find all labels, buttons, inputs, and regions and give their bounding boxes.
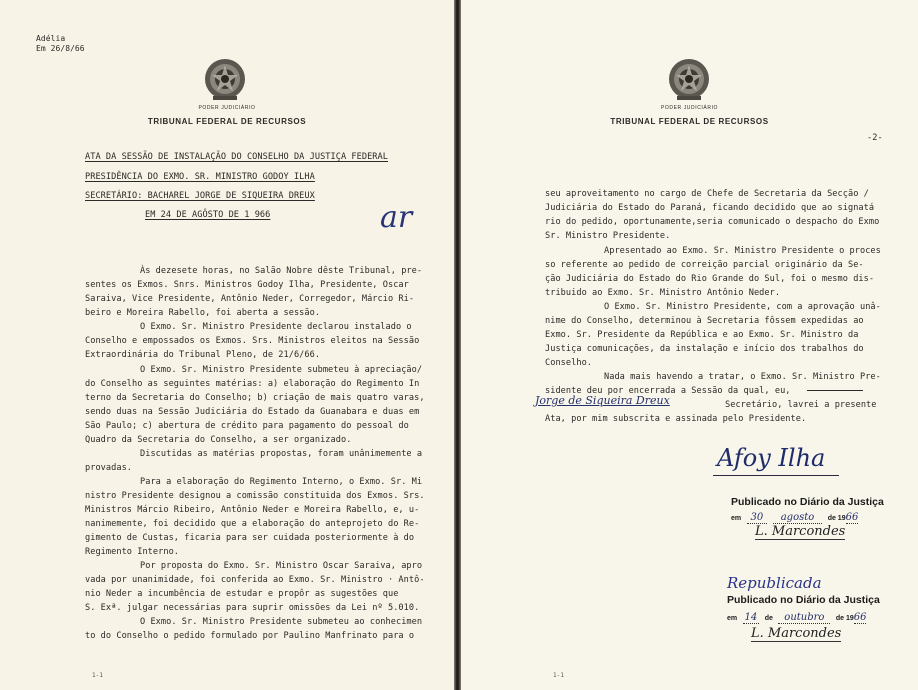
institution-name: TRIBUNAL FEDERAL DE RECURSOS <box>610 117 769 126</box>
body-line: rio do pedido, oportunamente,seria comunicado o despacho do Exmo <box>545 217 880 227</box>
body-line: so referente ao pedido de correição parcial originário da Se- <box>545 260 864 270</box>
body-line: nio Neder a incumbência de estudar e propôr as sugestões que <box>85 589 399 599</box>
heading-line: PRESIDÊNCIA DO EXMO. SR. MINISTRO GODOY ILHA <box>85 172 315 182</box>
body-line: beiro e Moreira Rabello, foi aberta a sessão. <box>85 308 321 318</box>
page-number: -2- <box>867 133 883 143</box>
body-line: Saraiva, Vice Presidente, Antônio Neder, Corregedor, Márcio Ri- <box>85 294 415 304</box>
handwritten-initials: ar <box>380 200 413 235</box>
body-line: terno da Secretaria do Conselho; b) criação de mais quatro varas, <box>85 393 425 403</box>
body-line: Ministros Márcio Ribeiro, Antônio Neder e Moreira Rabello, e, u- <box>85 505 420 515</box>
body-line: sendo duas na Sessão Judiciária do Estado da Guanabara e duas em <box>85 407 420 417</box>
body-line: O Exmo. Sr. Ministro Presidente submeteu ao conhecimen <box>140 617 423 627</box>
heading-line: SECRETÁRIO: BACHAREL JORGE DE SIQUEIRA DREUX <box>85 191 315 201</box>
body-line: Conselho e empossados os Exmos. Srs. Ministros eleitos na Sessão <box>85 336 420 346</box>
heading-line: ATA DA SESSÃO DE INSTALAÇÃO DO CONSELHO DA JUSTIÇA FEDERAL <box>85 152 388 162</box>
body-line: Quadro da Secretaria do Conselho, a ser organizado. <box>85 435 352 445</box>
coat-of-arms-icon <box>203 56 247 102</box>
page-footer: 1-1 <box>553 672 564 679</box>
document-page-right <box>461 0 918 690</box>
secretary-signature: Jorge de Siqueira Dreux <box>535 394 670 407</box>
republished-note: Republicada <box>727 574 822 592</box>
body-line: Judiciária do Estado do Paraná, ficando decidido que ao signatá <box>545 203 875 213</box>
body-line: O Exmo. Sr. Ministro Presidente submeteu à apreciação/ <box>140 365 423 375</box>
body-line: provadas. <box>85 463 133 473</box>
institution-subtitle: PODER JUDICIÁRIO <box>198 105 256 111</box>
body-line: nistro Presidente designou a comissão constituida dos Exmos. Srs. <box>85 491 425 501</box>
body-line: O Exmo. Sr. Ministro Presidente declarou instalado o <box>140 322 412 332</box>
body-line: nime do Conselho, determinou à Secretaria fôssem expedidas ao <box>545 316 864 326</box>
signature-line <box>807 390 863 391</box>
margin-note-line: Em 26/8/66 <box>36 44 85 53</box>
signature-line <box>713 475 839 476</box>
stamp-signature: L. Marcondes <box>755 524 846 539</box>
body-line: Secretário, lavrei a presente <box>725 400 877 410</box>
institution-subtitle: PODER JUDICIÁRIO <box>660 105 719 111</box>
body-line: São Paulo; c) abertura de crédito para pagamento do pessoal do <box>85 421 409 431</box>
body-line: ção Judiciária do Estado do Rio Grande do Sul, foi o mesmo dis- <box>545 274 875 284</box>
heading-line: EM 24 DE AGÔSTO DE 1 966 <box>145 210 271 220</box>
body-line: seu aproveitamento no cargo de Chefe de Secretaria da Secção / <box>545 189 869 199</box>
body-line: gimento de Custas, ficaria para ser cuidada posteriormente à do <box>85 533 415 543</box>
document-page-left <box>0 0 454 690</box>
body-line: sentes os Exmos. Snrs. Ministros Godoy Ilha, Presidente, Oscar <box>85 280 409 290</box>
body-line: to do Conselho o pedido formulado por Paulino Manfrinato para o <box>85 631 415 641</box>
publication-stamp-date: em 14 de outubro de 1966 <box>727 612 867 623</box>
body-line: sidente deu por encerrada a Sessão da qual, eu, <box>545 386 791 396</box>
body-line: Para a elaboração do Regimento Interno, o Exmo. Sr. Mi <box>140 477 423 487</box>
body-line: Regimento Interno. <box>85 547 180 557</box>
body-line: do Conselho as seguintes matérias: a) elaboração do Regimento In <box>85 379 420 389</box>
body-line: Por proposta do Exmo. Sr. Ministro Oscar Saraiva, apro <box>140 561 423 571</box>
body-line: Ata, por mim subscrita e assinada pelo Presidente. <box>545 414 807 424</box>
body-line: Nada mais havendo a tratar, o Exmo. Sr. Ministro Pre- <box>604 372 881 382</box>
body-line: Sr. Ministro Presidente. <box>545 231 671 241</box>
body-line: Extraordinária do Tribunal Pleno, de 21/6/66. <box>85 350 321 360</box>
coat-of-arms-icon <box>667 56 711 102</box>
publication-stamp-date: em 30 agosto de 1966 <box>731 512 859 523</box>
page-footer: 1-1 <box>92 672 103 679</box>
body-line: Justiça comunicações, da instalação e início dos trabalhos do <box>545 344 864 354</box>
publication-stamp-title: Publicado no Diário da Justiça <box>727 594 880 606</box>
body-line: tribuido ao Exmo. Sr. Ministro Antônio Neder. <box>545 288 781 298</box>
margin-note-line: Adélia <box>36 34 66 43</box>
body-line: Apresentado ao Exmo. Sr. Ministro Presidente o proces <box>604 246 881 256</box>
body-line: Conselho. <box>545 358 593 368</box>
institution-name: TRIBUNAL FEDERAL DE RECURSOS <box>147 117 307 126</box>
body-line: O Exmo. Sr. Ministro Presidente, com a aprovação unâ- <box>604 302 881 312</box>
margin-note <box>36 34 85 54</box>
stamp-signature: L. Marcondes <box>751 626 842 641</box>
body-line: vada por unanimidade, foi conferida ao Exmo. Sr. Ministro · Antô- <box>85 575 425 585</box>
body-line: nanimemente, foi decidido que a elaboração do anteprojeto do Re- <box>85 519 420 529</box>
body-line: Às dezesete horas, no Salão Nobre dêste Tribunal, pre- <box>140 266 423 276</box>
body-line: S. Exª. julgar necessárias para suprir omissões da Lei nº 5.010. <box>85 603 420 613</box>
book-spine <box>454 0 461 690</box>
body-line: Discutidas as matérias propostas, foram unânimemente a <box>140 449 423 459</box>
publication-stamp-title: Publicado no Diário da Justiça <box>731 496 884 508</box>
body-line: Exmo. Sr. Presidente da República e ao Exmo. Sr. Ministro da <box>545 330 859 340</box>
president-signature: Afoy Ilha <box>717 444 826 472</box>
